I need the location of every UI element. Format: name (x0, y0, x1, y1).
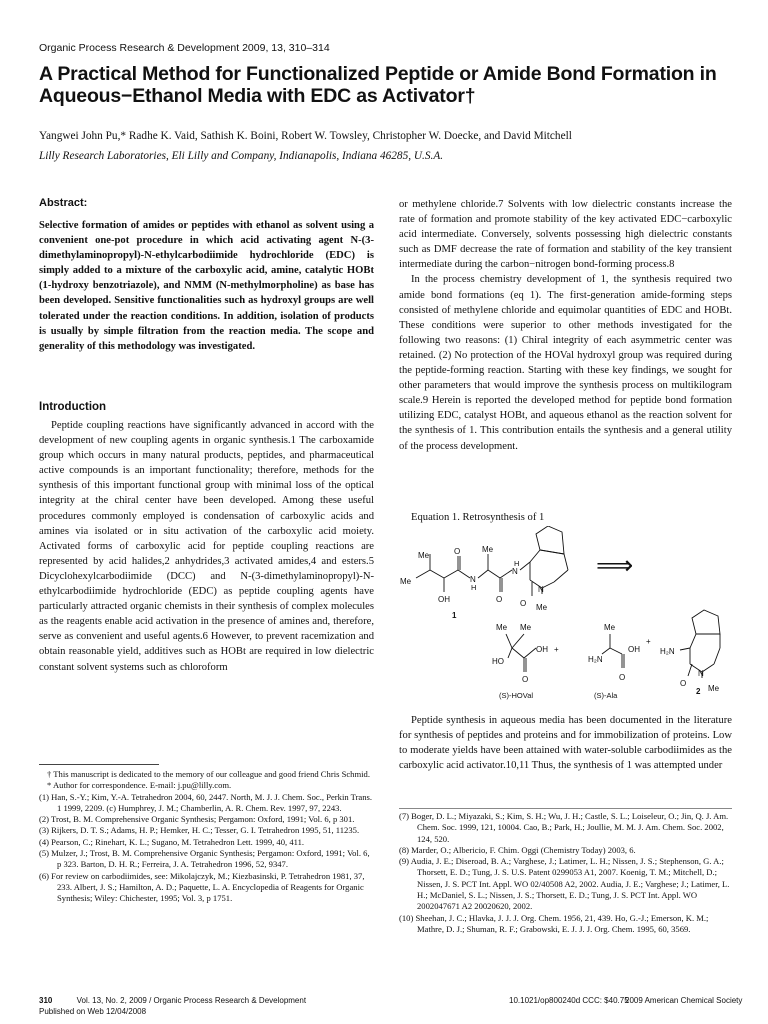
abstract-heading: Abstract: (39, 197, 88, 209)
title-line-2: Aqueous−Ethanol Media with EDC as Activator† (39, 85, 476, 107)
footnote-divider (399, 808, 732, 809)
h-label: H (471, 583, 477, 592)
n-label: N (698, 669, 704, 678)
nh-label: N (512, 567, 518, 576)
me-label: Me (536, 603, 548, 612)
plus-sign: + (554, 645, 559, 654)
authors: Yangwei John Pu,* Radhe K. Vaid, Sathish K. Boini, Robert W. Towsley, Christopher W. Doecke, and David Mitchell (39, 130, 572, 142)
reference-10: (10) Sheehan, J. C.; Hlavka, J. J. J. Org. Chem. 1956, 21, 439. Ho, G.-J.; Emerson, K. M.; Mathre, D. J.; Shuman, R. F.; Grabowski, E. J. J. J. Org. Chem. 1995, 60, 3569. (399, 912, 709, 934)
abstract-paragraph: Selective formation of amides or peptides with ethanol as solvent using a convenient one-pot procedure in which acid activating agent N-(3-dimethylaminopropyl)-N-ethylcarbodiimide hydrochloride (EDC) is simply added to a mixture of the carboxylic acid, amine, catalytic HOBt (1-hydroxy benzotriazole), and NMM (N-methylmorpholine) as base has been developed. Sensitive functionalities such as hydroxyl groups are well tolerated under the reaction conditions. In addition, isolation of products is usually by simple filtration from the reaction media. The scope and generality of this methodology was investigated. (39, 220, 374, 352)
reference-8: (8) Marder, O.; Albericio, F. Chim. Oggi (Chemistry Today) 2003, 6. (399, 844, 636, 855)
n-label: N (538, 585, 544, 594)
reference-6: (6) For review on carbodiimides, see: Mikolajczyk, M.; Kiezbasinski, P. Tetrahedron 1981, 37, 233. Albert, J. S.; Hamilton, A. D.; Paquette, L. A. Encyclopedia of Reagents for Organic Synthesis; Wiley: Chichester, 1995; Vol. 3, p 1751. (39, 870, 365, 904)
ho-label: HO (492, 657, 504, 666)
o-label: O (520, 599, 527, 608)
reference-1: (1) Han, S.-Y.; Kim, Y.-A. Tetrahedron 2004, 60, 2447. North, M. J. J. Chem. Soc., Perkin Trans. 1 1999, 2209. (c) Humphrey, J. M.; Chamberlin, A. R. Chem. Rev. 1997, 97, 2243. (39, 791, 373, 813)
retrosynthesis-scheme (396, 526, 736, 706)
footnote-divider (39, 764, 159, 765)
footnote-correspondence: * Author for correspondence. E-mail: j.pu@lilly.com. (47, 780, 232, 791)
compound-1-structure (416, 526, 568, 596)
published-date: Published on Web 12/04/2008 (39, 1007, 147, 1016)
reference-5: (5) Mulzer, J.; Trost, B. M. Comprehensive Organic Synthesis; Pergamon: Oxford, 1991; Vol. 6, p 323. Barton, D. H. R.; Ferreira, J. A. Tetrahedron 1996, 52, 9347. (39, 848, 370, 870)
journal-header: Organic Process Research & Development 2009, 13, 310–314 (39, 42, 330, 54)
intro-paragraph: Peptide coupling reactions have significantly advanced in accord with the development of new coupling agents in organic synthesis.1 The carboxamide group which occurs in many natural products, peptides, and pharmaceutical active compounds is an important functionality; therefore, methods for the synthesis of this important functional group with minimal loss of the optical integrity at the chiral center have been developed. Among these useful procedures commonly employed is condensation of carboxylic acids and amines via isolated or in situ activation of the carboxylic acid moiety. Activated forms of carboxylic acid for peptide coupling reactions are represented by acid halides,2 anhydrides,3 activated amides,4 and esters.5 Dicyclohexylcarbodiimide (DCC) and N-(3-dimethylaminopropyl)-N-ethylcarbodiimide hydrochloride (EDC) as peptide coupling agents have particularly attracted organic chemists in their synthesis of complex molecules as the reagents enable acid activation in the presence of amines and, therefore, serve as convenient and useful agents.6 However, to prevent racemization and obtain reasonable yield, additives such as HOBt are required in low dielectric constant solvent systems such as chloroform (39, 420, 374, 673)
retro-arrow: ⟹ (596, 550, 634, 580)
affiliation: Lilly Research Laboratories, Eli Lilly and Company, Indianapolis, Indiana 46285, U.S.A. (39, 150, 444, 162)
me-label: Me (418, 551, 430, 560)
me-label: Me (496, 623, 508, 632)
oh-label: OH (536, 645, 548, 654)
oh-label: OH (628, 645, 640, 654)
o-label: O (496, 595, 503, 604)
abstract-text (39, 218, 374, 354)
title-line-1: A Practical Method for Functionalized Peptide or Amide Bond Formation in (39, 63, 717, 85)
right-column-text (399, 197, 732, 454)
reference-9: (9) Audia, J. E.; Diseroad, B. A.; Varghese, J.; Latimer, L. H.; Nissen, J. S.; Stephenson, G. A.; Thorsett, E. D.; Tung, J. S. U.S. Patent 0299053 A1, 2007. Koenig, T. M.; Mitchell, D.; Nissen, J. S. PCT Int. Appl. WO 02/40508 A2, 2002. Audia, J. E.; Varghese; J.; Latimer, L. H.; McDaniel, S. L.; Nissen, J. S.; Thorsett, E. D.; Tung, J. S. PCT Int. Appl. WO 2002047671 A2 20020620, 2002. (399, 856, 730, 912)
reference-4: (4) Pearson, C.; Rinehart, K. L.; Sugano, M. Tetrahedron Lett. 1999, 40, 411. (39, 836, 305, 847)
footer-left (39, 996, 306, 1005)
hoval-structure (506, 634, 536, 672)
me-label: Me (400, 577, 412, 586)
right-paragraph-3: Peptide synthesis in aqueous media has been documented in the literature for synthesis of peptides and proteins and for immobilization of proteins. Low to moderate yields have been attained with water-soluble carbodiimides as the carboxylic acid activator.10,11 Thus, the synthesis of 1 was attempted under (399, 715, 732, 772)
oh-label: OH (438, 595, 450, 604)
article-title (39, 63, 729, 107)
equation-label: Equation 1. Retrosynthesis of 1 (411, 512, 545, 523)
plus-sign: + (646, 637, 651, 646)
reference-3: (3) Rijkers, D. T. S.; Adams, H. P.; Hemker, H. C.; Tesser, G. I. Tetrahedron 1995, 51, 11235. (39, 825, 360, 836)
right-paragraph-2: In the process chemistry development of 1, the synthesis required two amide bond formations (eq 1). The first-generation amide-forming steps consisted of methylene chloride and equimolar quantities of EDC and HOBt. These conditions were superior to other methods investigated for the following two reasons: (1) Chiral integrity of each asymmetric center was retained. (2) No protection of the HOVal hydroxyl group was required during the peptide-forming reaction. Starting with these key findings, we sought for other parameters that would improve the synthesis process on multikilogram scale.9 Herein is reported the developed method for peptide bond formation utilizing EDC, catalyst HOBt, and aqueous ethanol as the reaction solvent for the synthesis of 1. This contribution entails the synthesis and a general utility of the process development. (399, 274, 732, 452)
alanine-structure (602, 634, 624, 668)
copyright: 2009 American Chemical Society (625, 996, 743, 1005)
page-number: 310 (39, 996, 53, 1005)
o-label: O (522, 675, 529, 684)
me-label: Me (604, 623, 616, 632)
doi-info: 10.1021/op800240d CCC: $40.75 (509, 996, 629, 1005)
footnotes-left (39, 769, 374, 905)
compound-2-structure (680, 610, 720, 678)
footnotes-right (399, 811, 732, 935)
intro-heading: Introduction (39, 401, 107, 413)
h2n-label: H₂N (660, 647, 675, 656)
right-paragraph-1: or methylene chloride.7 Solvents with low dielectric constants increase the rate of formation and promote stability of the key activated EDC−carboxylic acid intermediate. Conversely, solvents possessing high dielectric constants such as DMF decrease the rate of formation and stability of the key transient intermediate during the carbon−nitrogen bond-forming process.8 (399, 199, 732, 271)
h2n-label: H₂N (588, 655, 603, 664)
right-column-lower-text (399, 713, 732, 773)
o-label: O (454, 547, 461, 556)
alanine-label: (S)-Ala (594, 691, 618, 700)
o-label: O (680, 679, 687, 688)
me-label: Me (520, 623, 532, 632)
reference-2: (2) Trost, B. M. Comprehensive Organic Synthesis; Pergamon: Oxford, 1991; Vol. 6, p 301. (39, 814, 355, 825)
issue-info: Vol. 13, No. 2, 2009 / Organic Process Research & Development (76, 996, 307, 1005)
compound-1-label: 1 (452, 611, 457, 620)
me-label: Me (482, 545, 494, 554)
me-label: Me (708, 684, 720, 693)
nh-label: N (470, 575, 476, 584)
compound-2-label: 2 (696, 687, 701, 696)
footnote-dagger: † This manuscript is dedicated to the memory of our colleague and good friend Chris Schmid. (47, 769, 370, 779)
reference-7: (7) Boger, D. L.; Miyazaki, S.; Kim, S. H.; Wu, J. H.; Castle, S. L.; Loiseleur, O.; Jin, Q. J. Am. Chem. Soc. 1999, 121, 10004. Cao, B.; Park, H.; Joullie, M. M. J. Am. Chem. Soc. 2002, 124, 520. (399, 811, 729, 844)
intro-text (39, 418, 374, 675)
h-label: H (514, 559, 520, 568)
o-label: O (619, 673, 626, 682)
hoval-label: (S)-HOVal (499, 691, 534, 700)
